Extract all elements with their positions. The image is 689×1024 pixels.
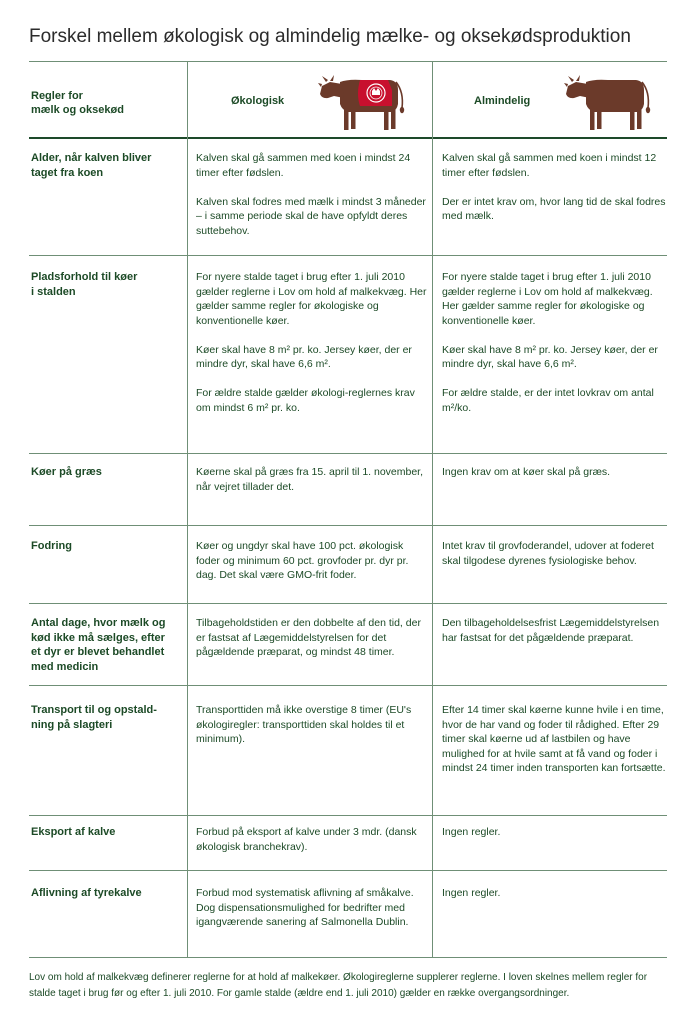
row-label-line: taget fra koen: [31, 166, 104, 179]
row-label-calf-age: [31, 151, 181, 180]
cell-text: Forbud mod systematisk aflivning af småkalve. Dog dispensationsmulighed for bedrifter med igangværende sanering af Salmonella Dublin.: [196, 887, 414, 929]
cell-organic-calf-export: [196, 825, 428, 854]
cell-organic-grazing: [196, 465, 428, 494]
row-divider: [29, 603, 667, 604]
page-title: Forskel mellem økologisk og almindelig mælke- og oksekødsproduktion: [29, 26, 631, 47]
cell-organic-feeding: [196, 539, 428, 583]
cell-text: Der er intet krav om, hvor lang tid de skal fodres med mælk.: [442, 195, 666, 223]
cell-text: Ingen regler.: [442, 887, 501, 899]
cell-text: Intet krav til grovfoderandel, udover at foderet skal tilgodese dyrenes fysiologiske behov.: [442, 540, 654, 567]
row-label-line: med medicin: [31, 660, 99, 673]
row-divider: [29, 453, 667, 454]
row-label-medicine-withdrawal: [31, 616, 181, 674]
cell-organic-transport: [196, 703, 428, 747]
row-label-line: Transport til og opstald-: [31, 704, 157, 716]
cell-text: Kalven skal gå sammen med koen i mindst 12 timer efter fødslen.: [442, 152, 657, 179]
cell-regular-bull-calf-culling: [442, 886, 670, 901]
row-label-calf-export: [31, 825, 181, 840]
row-label-line: Alder, når kalven bliver: [31, 152, 152, 164]
cell-text: Køerne skal på græs fra 15. april til 1. november, når vejret tillader det.: [196, 466, 424, 493]
row-label-line: Antal dage, hvor mælk og: [31, 617, 166, 629]
row-label-line: Aflivning af tyrekalve: [31, 887, 142, 899]
cell-regular-calf-age: [442, 151, 670, 224]
cow-with-organic-seal-icon: [318, 70, 410, 132]
row-label-transport: [31, 703, 181, 732]
row-label-feeding: [31, 539, 181, 554]
row-label-line: Pladsforhold til køer: [31, 271, 138, 283]
row-label-line: et dyr er blevet behandlet: [31, 646, 165, 659]
row-label-line: Fodring: [31, 540, 72, 552]
cell-text: Køer og ungdyr skal have 100 pct. økologisk foder og minimum 60 pct. grovfoder pr. dyr pr. dag. Det skal være GMO-frit foder.: [196, 540, 409, 582]
column-divider: [432, 61, 433, 957]
cell-text: For ældre stalde gælder økologi-reglernes krav om mindst 6 m² pr. ko.: [196, 387, 415, 414]
cell-text: For nyere stalde taget i brug efter 1. juli 2010 gælder reglerne i Lov om hold af malkekvæg. Her gælder samme regler for økologiske og konventionelle køer.: [442, 271, 653, 327]
cell-text: Tilbageholdstiden er den dobbelte af den tid, der er fastsat af Lægemiddelstyrelsen for det pågældende præparat, og mindst 48 timer.: [196, 617, 421, 659]
cell-organic-medicine-withdrawal: [196, 616, 428, 660]
cell-text: Den tilbageholdelsesfrist Lægemiddelstyrelsen har fastsat for det pågældende præparat.: [442, 617, 660, 644]
row-label-line: Eksport af kalve: [31, 826, 116, 838]
row-label-bull-calf-culling: [31, 886, 181, 901]
table-bottom-rule: [29, 957, 667, 958]
row-label-line: Køer på græs: [31, 466, 102, 478]
table-top-rule: [29, 61, 667, 62]
row-label-line: ning på slagteri: [31, 718, 113, 731]
cell-text: Kalven skal fodres med mælk i mindst 3 måneder – i samme periode skal de have opfyldt deres suttebehov.: [196, 195, 426, 237]
row-divider: [29, 685, 667, 686]
cell-regular-grazing: [442, 465, 670, 480]
cell-text: For nyere stalde taget i brug efter 1. juli 2010 gælder reglerne i Lov om hold af malkekvæg. Her gælder samme regler for økologiske og konventionelle køer.: [196, 271, 427, 327]
cell-text: Køer skal have 8 m² pr. ko. Jersey køer, der er mindre dyr, skal have 6,6 m².: [442, 343, 658, 371]
row-divider: [29, 525, 667, 526]
cell-text: Ingen krav om at køer skal på græs.: [442, 466, 611, 478]
cell-regular-transport: [442, 703, 670, 776]
cell-text: Efter 14 timer skal køerne kunne hvile i en time, hvor de har vand og foder til rådighed. Efter 29 timer skal køerne ud af lastbilen og have mulighed for at hvile samt at få vand og foder i mindst 24 timer inden transporten kan fortsætte.: [442, 704, 666, 775]
rules-header-line: Regler for: [31, 90, 83, 102]
cell-text: Kalven skal gå sammen med koen i mindst 24 timer efter fødslen.: [196, 152, 411, 179]
cell-text: For ældre stalde, er der intet lovkrav om antal m²/ko.: [442, 387, 654, 414]
row-divider: [29, 870, 667, 871]
cell-regular-feeding: [442, 539, 670, 568]
row-label-barn-space: [31, 270, 181, 299]
row-divider: [29, 815, 667, 816]
cell-organic-barn-space: [196, 270, 428, 416]
row-label-line: kød ikke må sælges, efter: [31, 631, 165, 644]
header-divider: [29, 137, 667, 139]
column-header-organic: Økologisk: [231, 95, 285, 107]
rules-header-line: mælk og oksekød: [31, 104, 124, 116]
cell-text: Forbud på eksport af kalve under 3 mdr. (dansk økologisk branchekrav).: [196, 826, 417, 853]
row-divider: [29, 255, 667, 256]
cell-regular-calf-export: [442, 825, 670, 840]
column-divider: [187, 61, 188, 957]
column-header-regular: Almindelig: [474, 95, 531, 107]
footnote: Lov om hold af malkekvæg definerer reglerne for at hold af malkekøer. Økologireglerne supplerer reglerne. I loven skelnes mellem regler for stalde taget i brug før og efter 1. juli 2010. For gamle stalde (ældre end 1. juli 2010) gælder en række overgangsordninger.: [29, 972, 648, 999]
cell-text: Transporttiden må ikke overstige 8 timer (EU's økologiregler: transporttiden skal holdes til et minimum).: [196, 704, 412, 746]
cell-regular-barn-space: [442, 270, 670, 416]
cow-icon: [564, 70, 656, 132]
rules-header: [31, 89, 124, 117]
cell-organic-bull-calf-culling: [196, 886, 428, 930]
cell-text: Køer skal have 8 m² pr. ko. Jersey køer, der er mindre dyr, skal have 6,6 m².: [196, 343, 412, 371]
row-label-line: i stalden: [31, 285, 76, 298]
cell-organic-calf-age: [196, 151, 428, 238]
cell-text: Ingen regler.: [442, 826, 501, 838]
row-label-grazing: [31, 465, 181, 480]
cell-regular-medicine-withdrawal: [442, 616, 670, 645]
